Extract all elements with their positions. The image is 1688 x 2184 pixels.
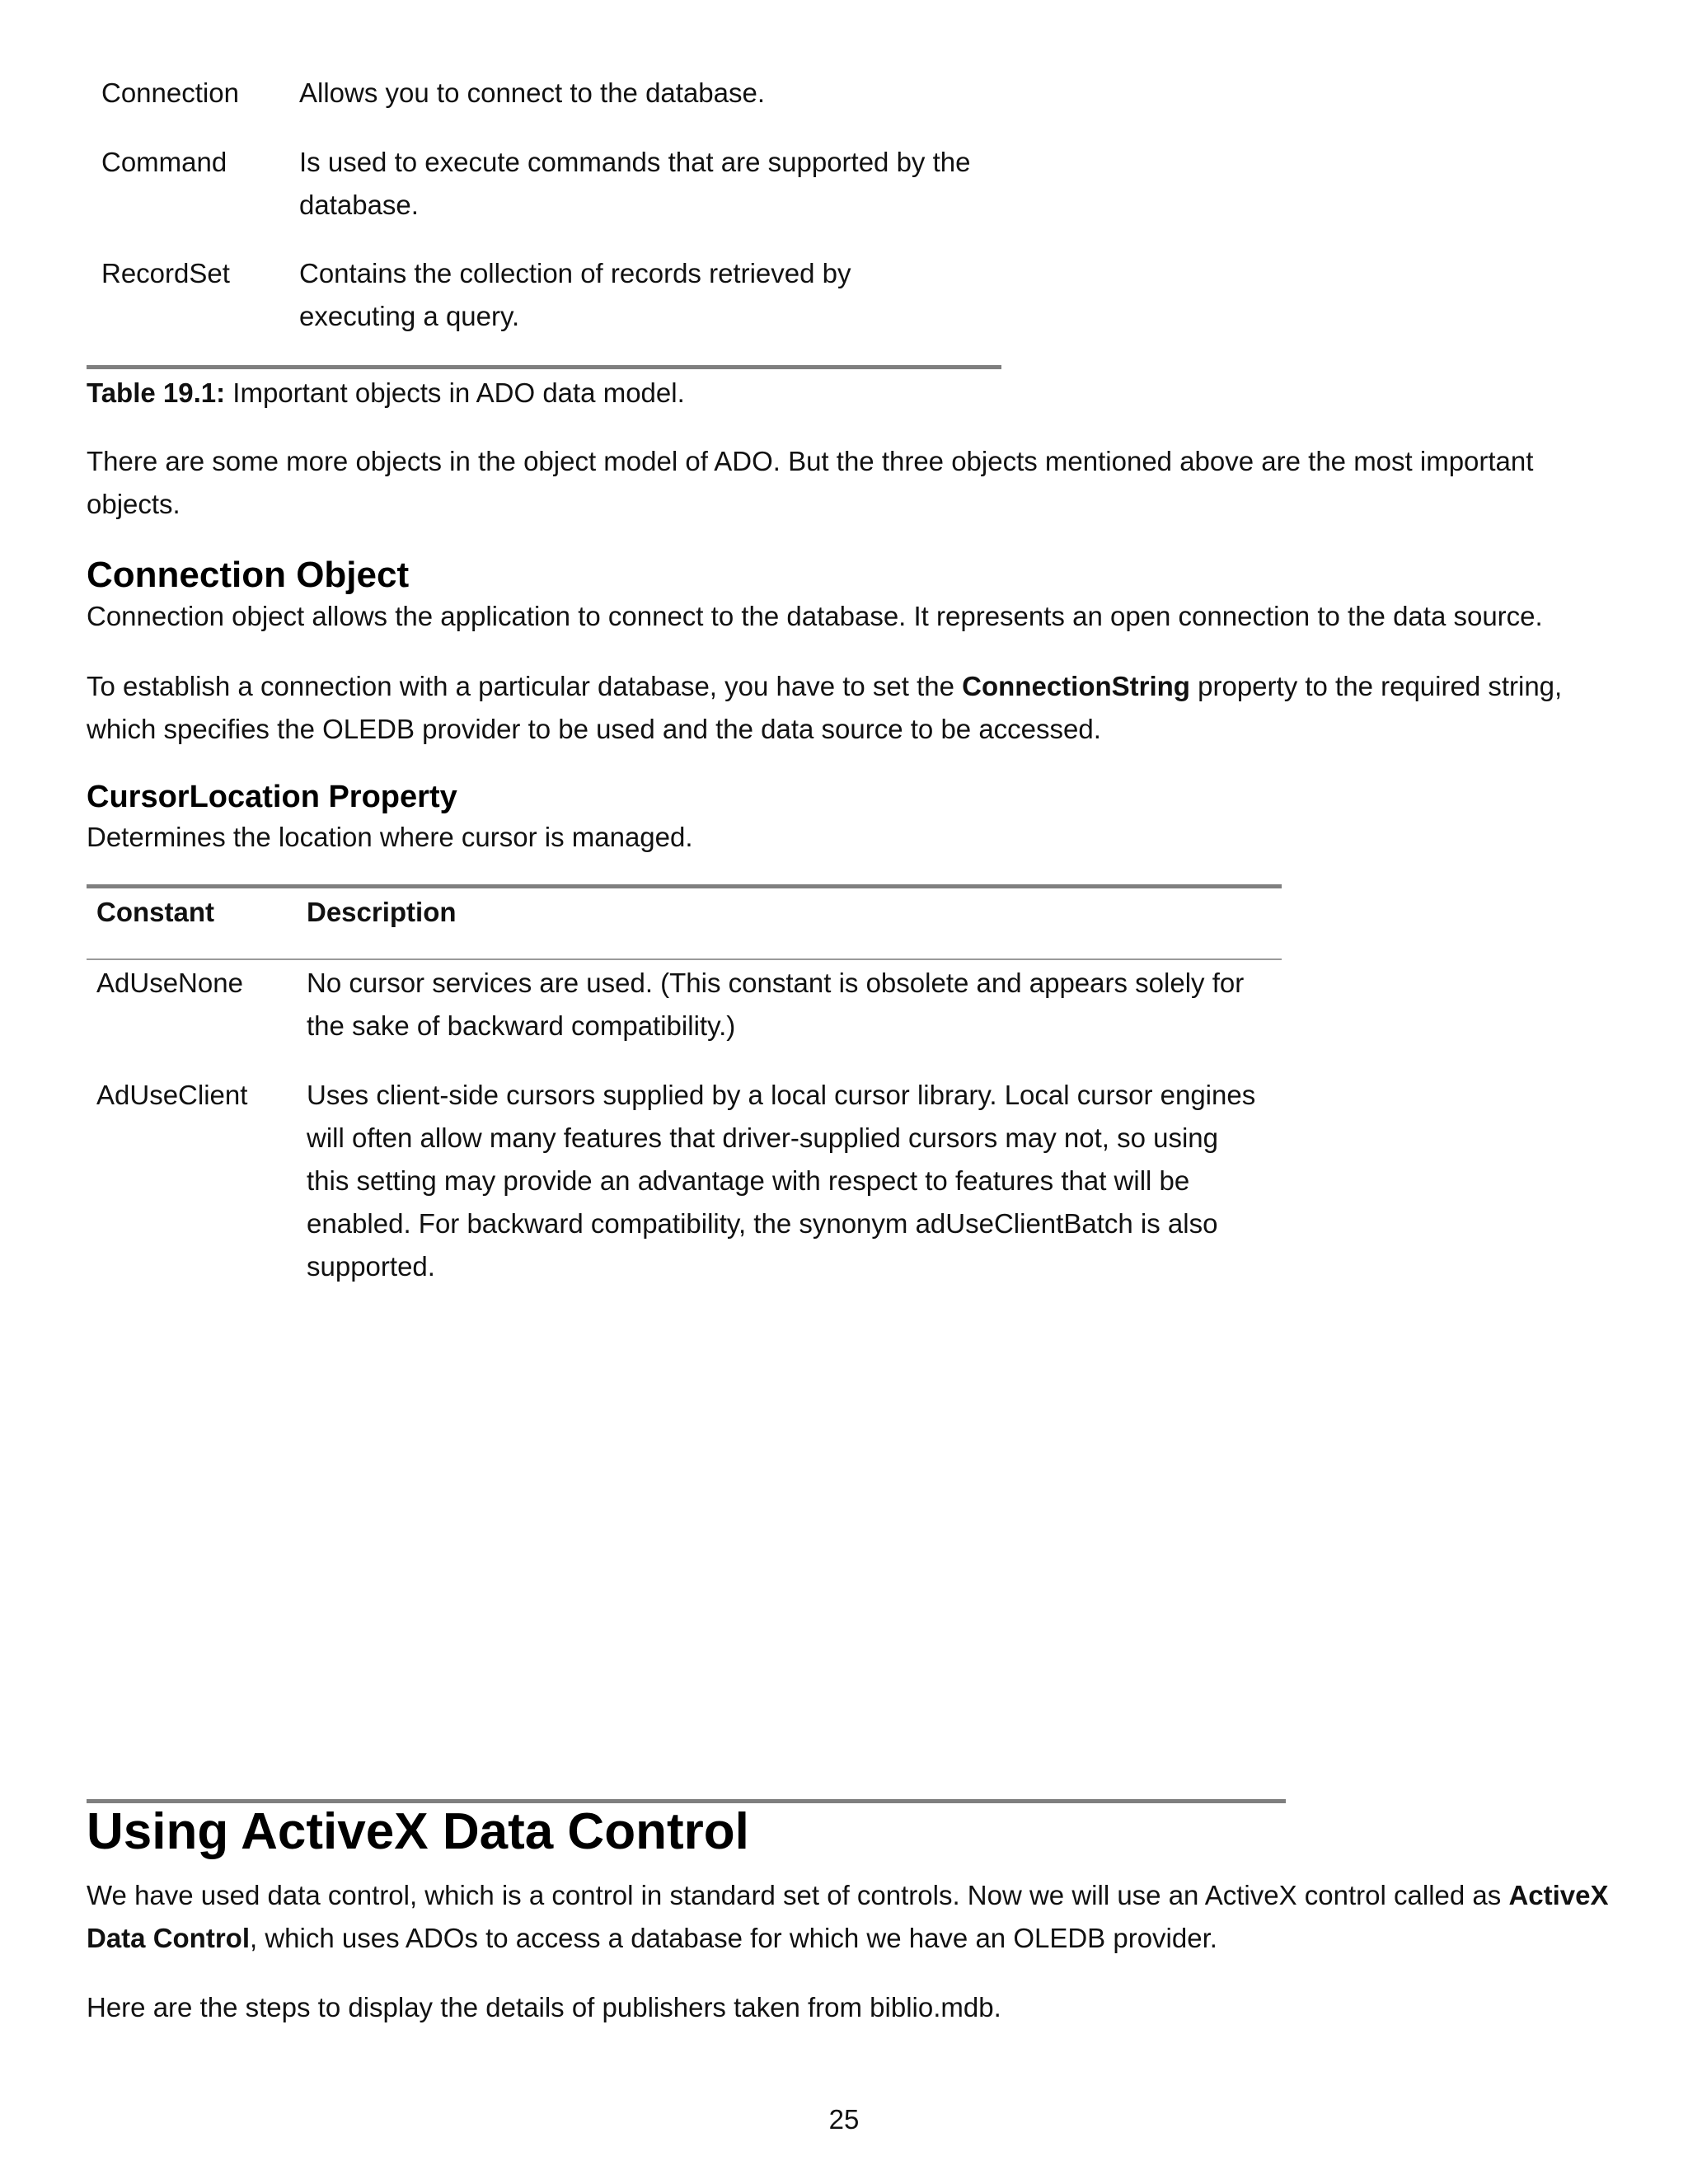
text-run: , which uses ADOs to access a database for which we have an OLEDB provider. [250,1923,1217,1953]
column-header-constant: Constant [96,897,214,927]
intro-paragraph: There are some more objects in the object model of ADO. But the three objects mentioned above are the most important objects. [87,446,1534,519]
steps-paragraph: Here are the steps to display the details of publishers taken from biblio.mdb. [87,1992,1001,2022]
activex-data-control-term: ActiveX Data Control [87,1880,1609,1953]
object-description: Is used to execute commands that are supported by the database. [299,147,971,220]
page-number: 25 [828,2104,860,2135]
object-description: Allows you to connect to the database. [299,77,766,108]
activex-paragraph [87,1874,1620,1960]
text-run: We have used data control, which is a control in standard set of controls. Now we will use an ActiveX control called as [87,1880,1509,1910]
cursorlocation-paragraph: Determines the location where cursor is managed. [87,822,693,852]
table-caption [87,372,685,415]
description-cell: Uses client-side cursors supplied by a local cursor library. Local cursor engines will often allow many features that driver-supplied cursors may not, so using this setting may provide an advantage with respect to features that will be enabled. For backward compatibility, the synonym adUseClientBatch is also supported. [307,1080,1256,1282]
object-description: Contains the collection of records retrieved by executing a query. [299,258,851,331]
connection-string-paragraph [87,665,1636,751]
constant-cell: AdUseNone [96,968,243,998]
text-run: property to the required string, which specifies the OLEDB provider to be used and the data source to be accessed. [87,671,1563,744]
section-heading-cursorlocation: CursorLocation Property [87,780,457,814]
section-heading-connection: Connection Object [87,555,410,595]
column-header-description: Description [307,897,457,927]
connection-paragraph: Connection object allows the application to connect to the database. It represents an open connection to the data source. [87,601,1543,631]
constant-cell: AdUseClient [96,1080,248,1110]
table-header-rule [87,958,1282,960]
table-caption-label: Table 19.1: [87,377,226,408]
section-heading-activex: Using ActiveX Data Control [87,1803,749,1860]
description-cell: No cursor services are used. (This constant is obsolete and appears solely for the sake of backward compatibility.) [307,968,1245,1041]
connection-string-term: ConnectionString [962,671,1190,701]
table-caption-text: Important objects in ADO data model. [225,377,685,408]
object-term: Command [101,147,227,177]
table-bottom-rule [87,365,1001,369]
object-term: Connection [101,77,239,108]
table-top-rule [87,884,1282,888]
text-run: To establish a connection with a particular database, you have to set the [87,671,963,701]
object-term: RecordSet [101,258,230,288]
